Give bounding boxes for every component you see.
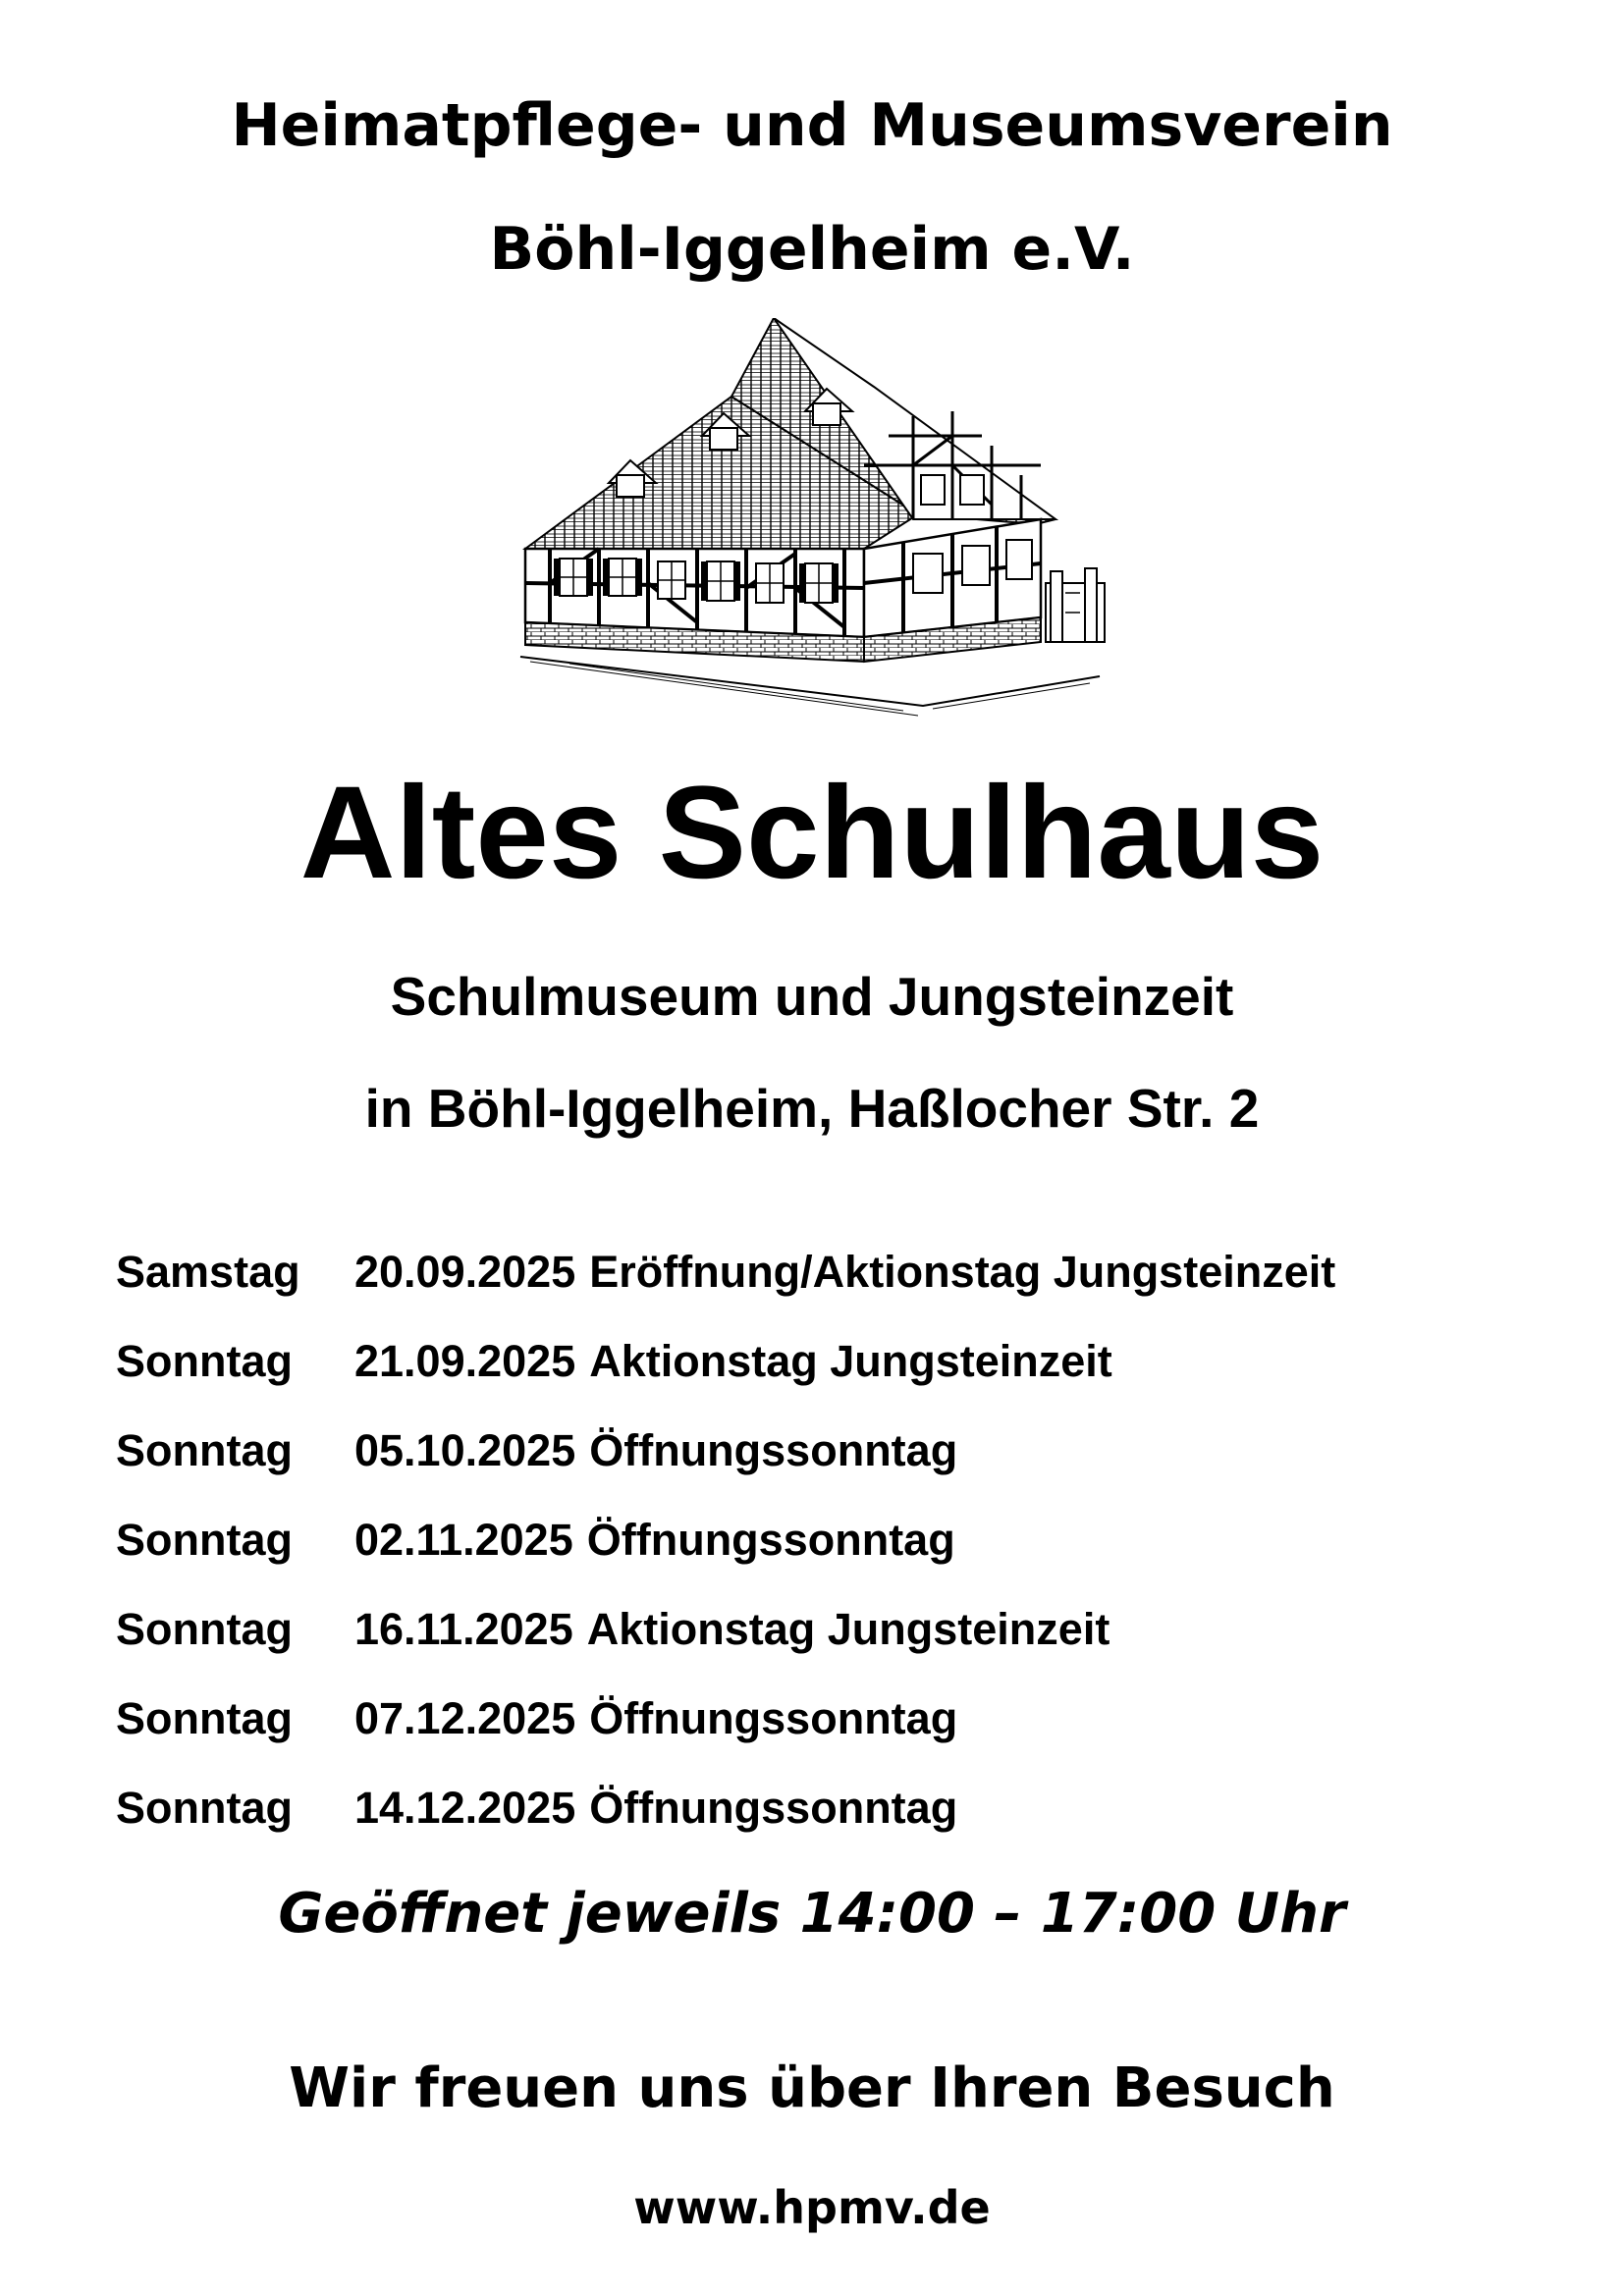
- event-schedule: [116, 1243, 1569, 1868]
- event-date: 02.11.2025: [354, 1515, 573, 1565]
- event-row: [116, 1779, 1569, 1868]
- event-day: Sonntag: [116, 1693, 293, 1743]
- event-day: Sonntag: [116, 1425, 293, 1475]
- event-date: 14.12.2025: [354, 1783, 576, 1833]
- subtitle-line2: in Böhl-Iggelheim, Haßlocher Str. 2: [364, 1078, 1260, 1139]
- website-link[interactable]: www.hpmv.de: [633, 2181, 991, 2234]
- event-date: 21.09.2025: [354, 1336, 576, 1386]
- organization-name-line1: Heimatpflege- und Museumsverein: [231, 91, 1393, 160]
- event-row: [116, 1600, 1569, 1689]
- schoolhouse-illustration: [511, 318, 1119, 730]
- event-row: [116, 1511, 1569, 1600]
- event-name: Öffnungssonntag: [586, 1515, 955, 1565]
- page-title: Altes Schulhaus: [299, 760, 1325, 906]
- event-day: Sonntag: [116, 1783, 293, 1833]
- event-row: [116, 1689, 1569, 1779]
- event-date: 07.12.2025: [354, 1693, 576, 1743]
- event-day: Sonntag: [116, 1336, 293, 1386]
- event-date: 16.11.2025: [354, 1604, 573, 1654]
- organization-name-line2: Böhl-Iggelheim e.V.: [489, 215, 1135, 284]
- event-row: [116, 1243, 1569, 1332]
- event-date: 20.09.2025: [354, 1247, 576, 1297]
- event-day: Samstag: [116, 1247, 300, 1297]
- event-name: Eröffnung/Aktionstag Jungsteinzeit: [589, 1247, 1336, 1297]
- event-day: Sonntag: [116, 1515, 293, 1565]
- event-name: Aktionstag Jungsteinzeit: [586, 1604, 1110, 1654]
- building-drawing: [520, 318, 1105, 716]
- subtitle-line1: Schulmuseum und Jungsteinzeit: [390, 966, 1234, 1027]
- event-name: Öffnungssonntag: [589, 1783, 958, 1833]
- welcome-message: Wir freuen uns über Ihren Besuch: [289, 2056, 1335, 2120]
- event-date: 05.10.2025: [354, 1425, 576, 1475]
- event-row: [116, 1332, 1569, 1421]
- event-name: Öffnungssonntag: [589, 1693, 958, 1743]
- event-name: Öffnungssonntag: [589, 1425, 958, 1475]
- event-name: Aktionstag Jungsteinzeit: [589, 1336, 1112, 1386]
- event-row: [116, 1421, 1569, 1511]
- opening-hours: Geöffnet jeweils 14:00 – 17:00 Uhr: [278, 1882, 1346, 1946]
- event-day: Sonntag: [116, 1604, 293, 1654]
